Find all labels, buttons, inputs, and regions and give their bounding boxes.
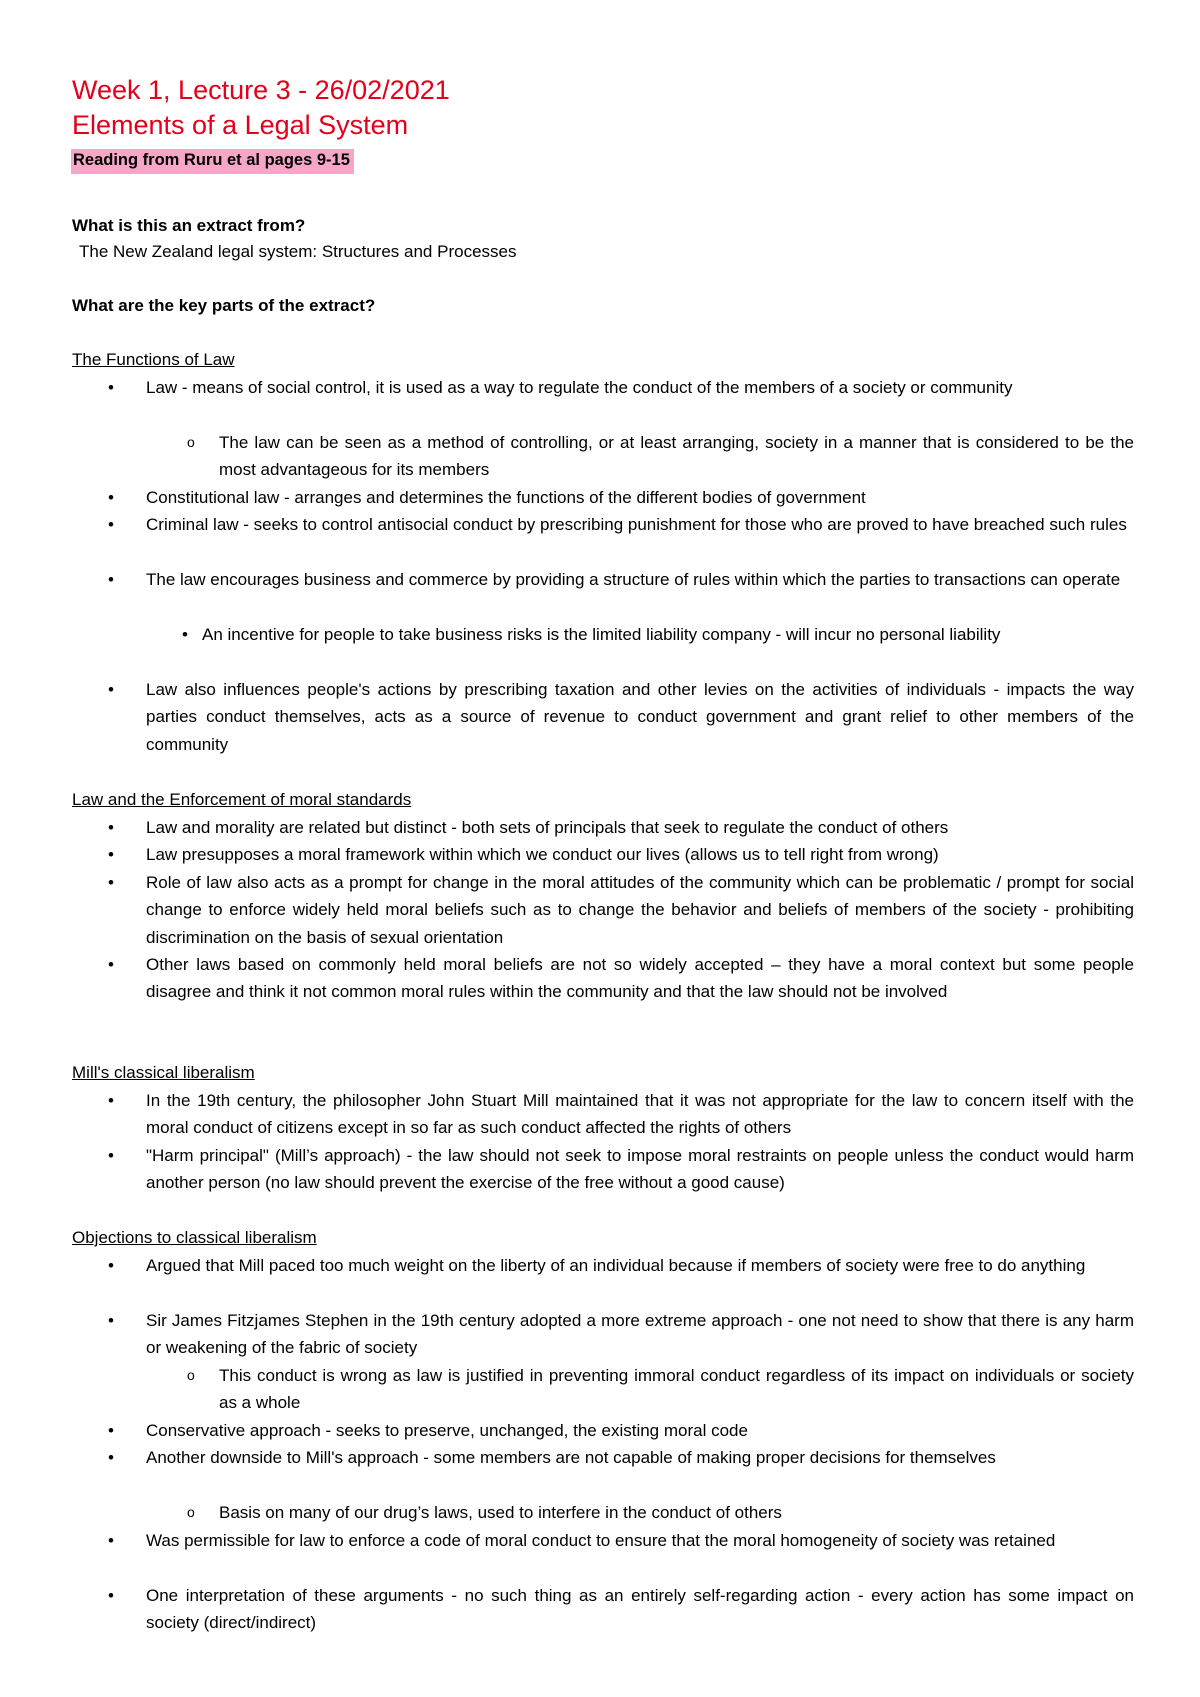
page-subtitle: Elements of a Legal System [72, 110, 409, 140]
list-item: • Was permissible for law to enforce a code of moral conduct to ensure that the moral homogeneity of society was retained [146, 1527, 1134, 1554]
list-item: • Law presupposes a moral framework within which we conduct our lives (allows us to tell right from wrong) [146, 841, 1134, 868]
question-extract-source: What is this an extract from? [72, 216, 306, 235]
section-heading-moral-standards: Law and the Enforcement of moral standards [72, 790, 412, 809]
list-item: • Argued that Mill paced too much weight on the liberty of an individual because if members of society were free to do anything [146, 1252, 1134, 1279]
list-item: • Role of law also acts as a prompt for change in the moral attitudes of the community which can be problematic / prompt for social change to enforce widely held moral beliefs such as to change the behavior and beliefs of members of the society - prohibiting discrimination on the basis of sexual orientation [146, 869, 1134, 951]
list-item: • Constitutional law - arranges and determines the functions of the different bodies of government [146, 484, 1134, 511]
list-item: • "Harm principal" (Mill’s approach) - the law should not seek to impose moral restraints on people unless the conduct would harm another person (no law should prevent the exercise of the free without a good cause) [146, 1142, 1134, 1197]
section-heading-mills-liberalism: Mill's classical liberalism [72, 1063, 255, 1082]
list-item: • Sir James Fitzjames Stephen in the 19th century adopted a more extreme approach - one not need to show that there is any harm or weakening of the fabric of society [146, 1307, 1134, 1362]
section-heading-functions-of-law: The Functions of Law [72, 350, 235, 369]
list-item: • In the 19th century, the philosopher John Stuart Mill maintained that it was not appropriate for the law to concern itself with the moral conduct of citizens except in so far as such conduct affected the rights of others [146, 1087, 1134, 1142]
list-item: • Criminal law - seeks to control antisocial conduct by prescribing punishment for those who are proved to have breached such rules [146, 511, 1134, 538]
list-item: o The law can be seen as a method of controlling, or at least arranging, society in a manner that is considered to be the most advantageous for its members [219, 429, 1134, 484]
list-item: o This conduct is wrong as law is justified in preventing immoral conduct regardless of its impact on individuals or society as a whole [219, 1362, 1134, 1417]
list-item: • Other laws based on commonly held moral beliefs are not so widely accepted – they have a moral context but some people disagree and think it not common moral rules within the community and that the law should not be involved [146, 951, 1134, 1006]
list-item: • An incentive for people to take business risks is the limited liability company - will incur no personal liability [202, 621, 1134, 648]
list-item: • Conservative approach - seeks to preserve, unchanged, the existing moral code [146, 1417, 1134, 1444]
list-item: o Basis on many of our drug’s laws, used to interfere in the conduct of others [219, 1499, 1134, 1526]
list-item: • Another downside to Mill's approach - some members are not capable of making proper decisions for themselves [146, 1444, 1134, 1471]
list-item: • Law also influences people's actions by prescribing taxation and other levies on the activities of individuals - impacts the way parties conduct themselves, acts as a source of revenue to conduct government and grant relief to other members of the community [146, 676, 1134, 758]
reading-highlight: Reading from Ruru et al pages 9-15 [71, 149, 354, 174]
section-heading-objections: Objections to classical liberalism [72, 1228, 317, 1247]
list-item: • The law encourages business and commerce by providing a structure of rules within which the parties to transactions can operate [146, 566, 1134, 593]
answer-extract-source: The New Zealand legal system: Structures and Processes [79, 242, 517, 261]
question-key-parts: What are the key parts of the extract? [72, 296, 376, 315]
page-title: Week 1, Lecture 3 - 26/02/2021 [72, 75, 450, 105]
list-item: • Law and morality are related but distinct - both sets of principals that seek to regulate the conduct of others [146, 814, 1134, 841]
list-item: • Law - means of social control, it is used as a way to regulate the conduct of the members of a society or community [146, 374, 1134, 401]
list-item: • One interpretation of these arguments - no such thing as an entirely self-regarding action - every action has some impact on society (direct/indirect) [146, 1582, 1134, 1637]
